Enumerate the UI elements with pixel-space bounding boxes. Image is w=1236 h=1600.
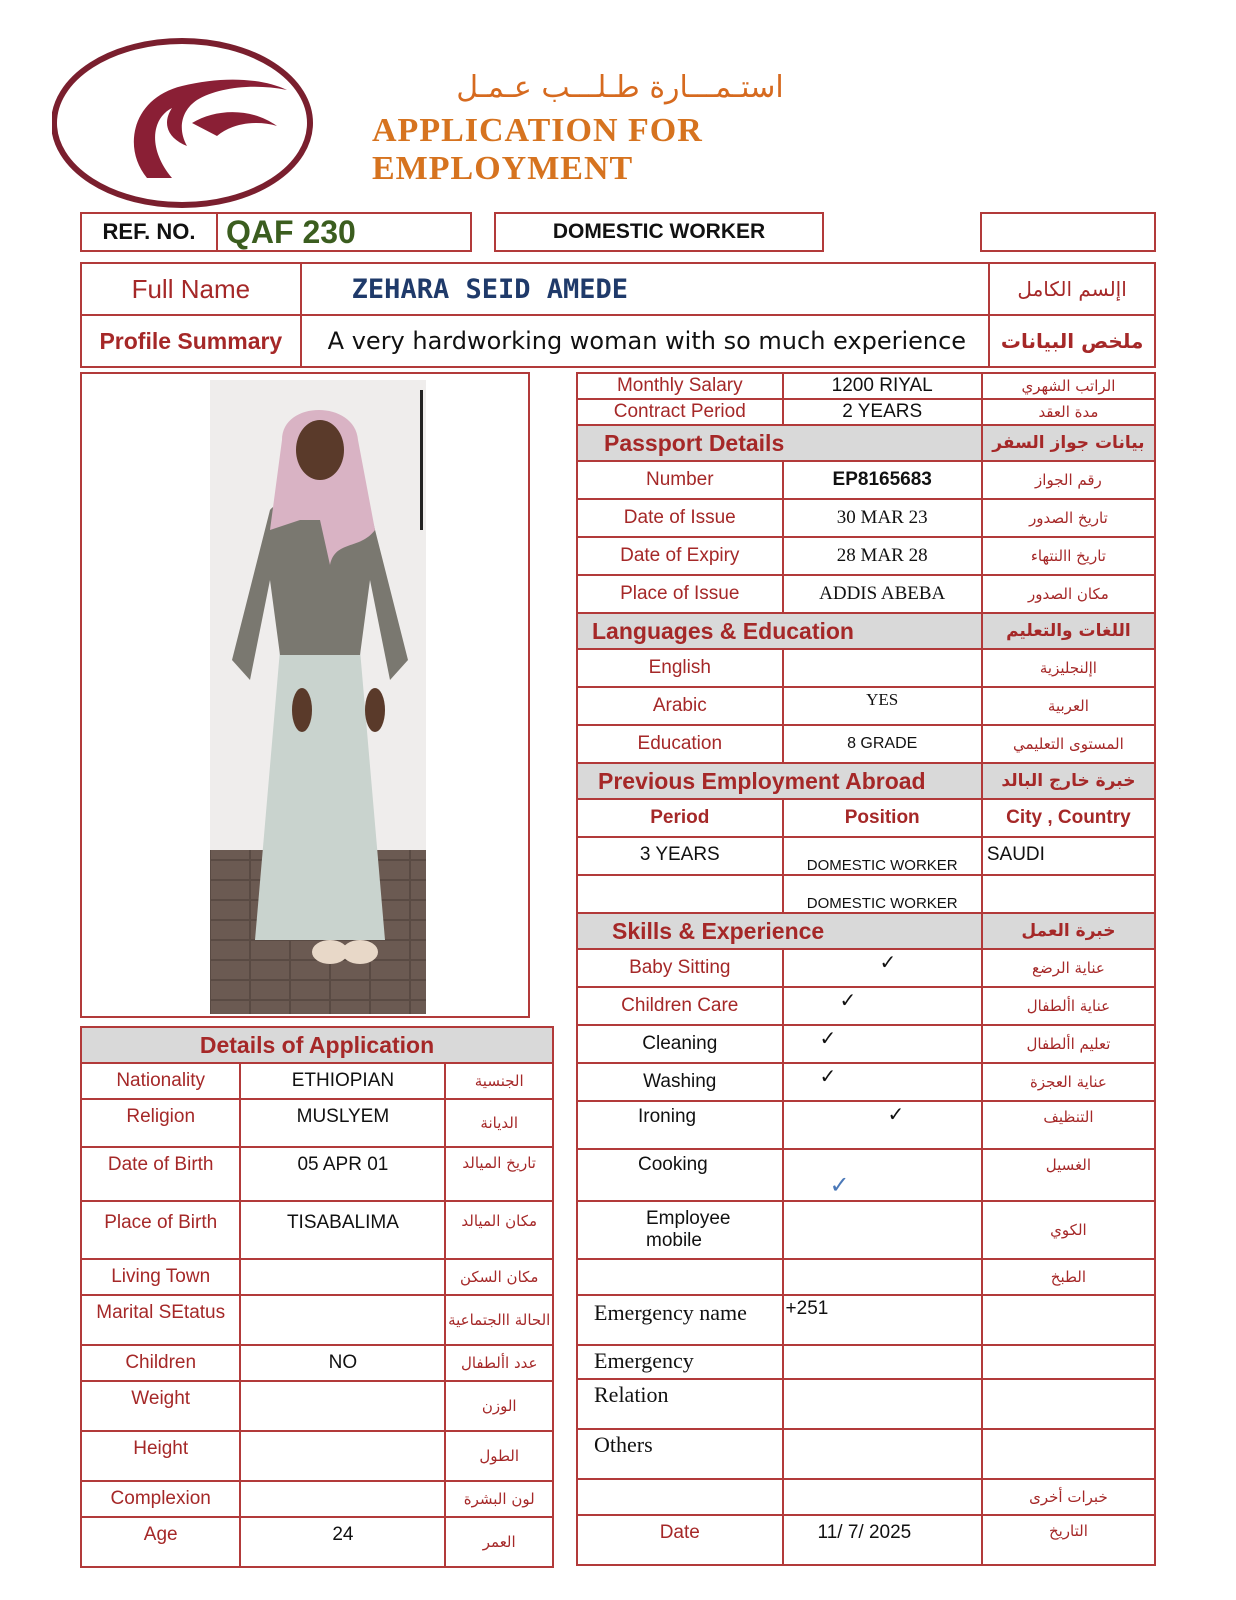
- place-of-birth-arabic: مكان الميالد: [445, 1201, 553, 1259]
- place-of-issue-label: Place of Issue: [577, 575, 783, 613]
- contract-period-value: 2 YEARS: [783, 399, 982, 425]
- full-name-arabic: اإلسم الكامل: [989, 263, 1155, 315]
- weight-value: [240, 1381, 445, 1431]
- skill-washing-check: ✓: [783, 1063, 982, 1101]
- other-exp-label: [577, 1479, 783, 1515]
- living-town-value: [240, 1259, 445, 1295]
- col-period-header: Period: [577, 799, 783, 837]
- skill-children-care-label: Children Care: [577, 987, 783, 1025]
- blank-row-value: [783, 1259, 982, 1295]
- emergency-name-arabic: [982, 1295, 1155, 1345]
- blank-row-arabic: الطبخ: [982, 1259, 1155, 1295]
- skill-cleaning-label: Cleaning: [577, 1025, 783, 1063]
- skills-section-arabic: خبرة العمل: [982, 913, 1155, 949]
- emergency-name-value: +251: [783, 1295, 982, 1345]
- skill-cleaning-check: ✓: [783, 1025, 982, 1063]
- title-english: APPLICATION FOR EMPLOYMENT: [372, 112, 703, 187]
- profile-summary-value: A very hardworking woman with so much experience: [301, 315, 990, 367]
- employee-mobile-value: [783, 1201, 982, 1259]
- arabic-label: Arabic: [577, 687, 783, 725]
- passport-section-title: Passport Details: [577, 425, 982, 461]
- date-of-issue-value: 30 MAR 23: [783, 499, 982, 537]
- others-value: [783, 1429, 982, 1479]
- living-town-label: Living Town: [81, 1259, 240, 1295]
- col-city-header: City , Country: [982, 799, 1155, 837]
- marital-status-value: [240, 1295, 445, 1345]
- relation-value: [783, 1379, 982, 1429]
- complexion-value: [240, 1481, 445, 1517]
- date-of-expiry-arabic: تاريخ االنتهاء: [982, 537, 1155, 575]
- languages-section-arabic: اللغات والتعليم: [982, 613, 1155, 649]
- height-arabic: الطول: [445, 1431, 553, 1481]
- prev-row1-city: SAUDI: [982, 837, 1155, 875]
- prev-row1-period: 3 YEARS: [577, 837, 783, 875]
- contract-period-arabic: مدة العقد: [982, 399, 1155, 425]
- skill-washing-arabic: عناية العجزة: [982, 1063, 1155, 1101]
- english-label: English: [577, 649, 783, 687]
- place-of-issue-value: ADDIS ABEBA: [783, 575, 982, 613]
- skill-cooking-label: Cooking: [577, 1149, 783, 1201]
- passport-number-value: EP8165683: [783, 461, 982, 499]
- date-value: 11/ 7/ 2025: [783, 1515, 982, 1565]
- passport-number-arabic: رقم الجواز: [982, 461, 1155, 499]
- right-info-table: [576, 372, 1156, 1566]
- company-logo: [52, 28, 318, 208]
- height-value: [240, 1431, 445, 1481]
- english-value: [783, 649, 982, 687]
- children-value: NO: [240, 1345, 445, 1381]
- skill-ironing-label: Ironing: [577, 1101, 783, 1149]
- previous-employment-title: Previous Employment Abroad: [577, 763, 982, 799]
- monthly-salary-label: Monthly Salary: [577, 373, 783, 399]
- children-arabic: عدد األطفال: [445, 1345, 553, 1381]
- emergency-name-label: Emergency name: [577, 1295, 783, 1345]
- details-table: [80, 1026, 554, 1568]
- other-exp-value: [783, 1479, 982, 1515]
- full-name-value: ZEHARA SEID AMEDE: [301, 263, 990, 315]
- marital-status-label: Marital SEtatus: [81, 1295, 240, 1345]
- education-label: Education: [577, 725, 783, 763]
- emergency-label: Emergency: [577, 1345, 783, 1379]
- skill-cleaning-arabic: تعليم األطفال: [982, 1025, 1155, 1063]
- skill-baby-sitting-arabic: عناية الرضع: [982, 949, 1155, 987]
- languages-section-title: Languages & Education: [577, 613, 982, 649]
- prev-row1-position: DOMESTIC WORKER: [783, 837, 982, 875]
- age-value: 24: [240, 1517, 445, 1567]
- passport-number-label: Number: [577, 461, 783, 499]
- nationality-arabic: الجنسية: [445, 1063, 553, 1099]
- prev-row2-city: [982, 875, 1155, 913]
- passport-section-arabic: بيانات جواز السفر: [982, 425, 1155, 461]
- employee-mobile-arabic: الكوي: [982, 1201, 1155, 1259]
- living-town-arabic: مكان السكن: [445, 1259, 553, 1295]
- others-label: Others: [577, 1429, 783, 1479]
- prev-row2-position: DOMESTIC WORKER: [783, 875, 982, 913]
- nationality-label: Nationality: [81, 1063, 240, 1099]
- others-arabic: [982, 1429, 1155, 1479]
- title-arabic: استـمـــارة طـلـــب عـمـل: [456, 70, 784, 105]
- blank-row-label: [577, 1259, 783, 1295]
- other-experience-arabic: خبرات أخرى: [982, 1479, 1155, 1515]
- skill-baby-sitting-label: Baby Sitting: [577, 949, 783, 987]
- skill-ironing-arabic: التنظيف: [982, 1101, 1155, 1149]
- date-of-issue-label: Date of Issue: [577, 499, 783, 537]
- date-of-birth-label: Date of Birth: [81, 1147, 240, 1201]
- monthly-salary-value: 1200 RIYAL: [783, 373, 982, 399]
- height-label: Height: [81, 1431, 240, 1481]
- complexion-label: Complexion: [81, 1481, 240, 1517]
- weight-label: Weight: [81, 1381, 240, 1431]
- col-position-header: Position: [783, 799, 982, 837]
- emergency-value: [783, 1345, 982, 1379]
- date-of-issue-arabic: تاريخ الصدور: [982, 499, 1155, 537]
- skill-cooking-check: ✓: [783, 1149, 982, 1201]
- contract-period-label: Contract Period: [577, 399, 783, 425]
- age-arabic: العمر: [445, 1517, 553, 1567]
- arabic-arabic: العربية: [982, 687, 1155, 725]
- place-of-issue-arabic: مكان الصدور: [982, 575, 1155, 613]
- prev-row2-period: [577, 875, 783, 913]
- date-of-expiry-value: 28 MAR 28: [783, 537, 982, 575]
- religion-arabic: الديانة: [445, 1099, 553, 1147]
- ref-no-label: REF. NO.: [80, 212, 218, 252]
- skill-children-care-check: ✓: [783, 987, 982, 1025]
- religion-value: MUSLYEM: [240, 1099, 445, 1147]
- relation-arabic: [982, 1379, 1155, 1429]
- education-value: 8 GRADE: [783, 725, 982, 763]
- job-title: DOMESTIC WORKER: [494, 212, 824, 252]
- religion-label: Religion: [81, 1099, 240, 1147]
- previous-employment-arabic: خبرة خارج البالد: [982, 763, 1155, 799]
- employee-mobile-label: Employee mobile: [577, 1201, 783, 1259]
- skill-cooking-arabic: الغسيل: [982, 1149, 1155, 1201]
- children-label: Children: [81, 1345, 240, 1381]
- emergency-arabic: [982, 1345, 1155, 1379]
- skill-washing-label: Washing: [577, 1063, 783, 1101]
- blank-box: [980, 212, 1156, 252]
- age-label: Age: [81, 1517, 240, 1567]
- skill-children-care-arabic: عناية األطفال: [982, 987, 1155, 1025]
- marital-status-arabic: الحالة االجتماعية: [445, 1295, 553, 1345]
- arabic-value: YES: [783, 687, 982, 725]
- date-arabic: التاريخ: [982, 1515, 1155, 1565]
- full-name-label: Full Name: [81, 263, 301, 315]
- identity-table: [80, 262, 1156, 368]
- skill-ironing-check: ✓: [783, 1101, 982, 1149]
- place-of-birth-value: TISABALIMA: [240, 1201, 445, 1259]
- date-of-birth-arabic: تاريخ الميالد: [445, 1147, 553, 1201]
- weight-arabic: الوزن: [445, 1381, 553, 1431]
- skill-baby-sitting-check: ✓: [783, 949, 982, 987]
- nationality-value: ETHIOPIAN: [240, 1063, 445, 1099]
- applicant-photo: [210, 380, 426, 1014]
- date-of-birth-value: 05 APR 01: [240, 1147, 445, 1201]
- profile-summary-label: Profile Summary: [81, 315, 301, 367]
- skills-section-title: Skills & Experience: [577, 913, 982, 949]
- date-label: Date: [577, 1515, 783, 1565]
- relation-label: Relation: [577, 1379, 783, 1429]
- education-arabic: المستوى التعليمي: [982, 725, 1155, 763]
- ref-no-value: QAF 230: [218, 212, 472, 252]
- details-section-title: Details of Application: [81, 1027, 553, 1063]
- place-of-birth-label: Place of Birth: [81, 1201, 240, 1259]
- monthly-salary-arabic: الراتب الشهري: [982, 373, 1155, 399]
- profile-summary-arabic: ملخص البيانات: [989, 315, 1155, 367]
- date-of-expiry-label: Date of Expiry: [577, 537, 783, 575]
- complexion-arabic: لون البشرة: [445, 1481, 553, 1517]
- photo-frame: [80, 372, 530, 1018]
- english-arabic: اإلنجليزية: [982, 649, 1155, 687]
